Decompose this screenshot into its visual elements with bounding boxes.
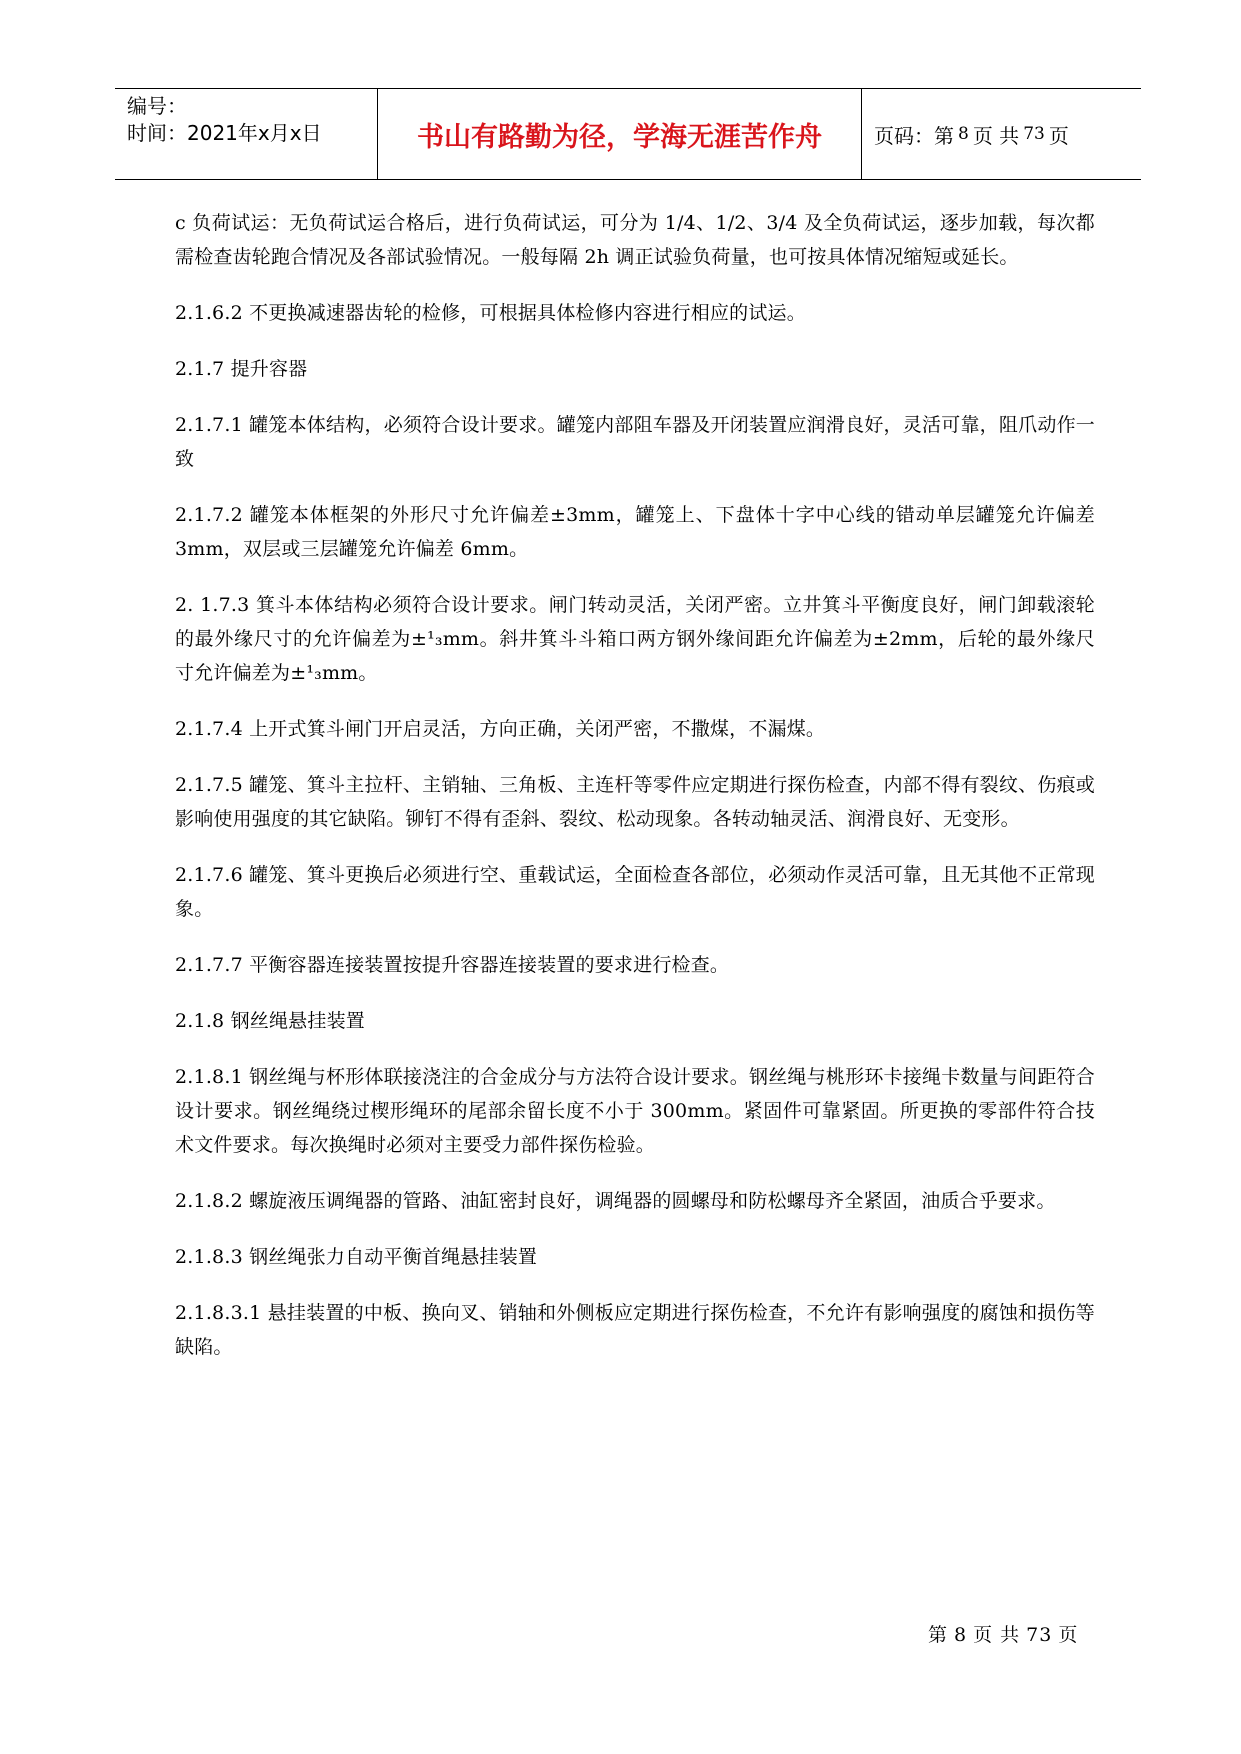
paragraph-2-1-6-2: 2.1.6.2 不更换减速器齿轮的检修，可根据具体检修内容进行相应的试运。 — [175, 302, 806, 324]
paragraph-2-1-7-1: 2.1.7.1 罐笼本体结构，必须符合设计要求。罐笼内部阻车器及开闭装置应润滑良好，灵活可靠，阻爪动作一致 — [175, 414, 1095, 470]
document-number-label: 编号： — [127, 94, 187, 118]
paragraph-2-1-7-4: 2.1.7.4 上开式箕斗闸门开启灵活，方向正确，关闭严密，不撒煤，不漏煤。 — [175, 718, 826, 740]
date-month: x — [257, 121, 270, 145]
page-suffix: 页 — [1048, 123, 1069, 148]
header-meta — [115, 89, 378, 179]
date-day-suffix: 日 — [301, 121, 322, 145]
date-day: x — [289, 121, 302, 145]
page-current: 8 — [958, 124, 969, 144]
footer-current: 8 — [954, 1624, 968, 1646]
page-total: 73 — [1023, 124, 1045, 144]
paragraph-2-1-7-7: 2.1.7.7 平衡容器连接装置按提升容器连接装置的要求进行检查。 — [175, 954, 730, 976]
page-footer — [928, 1620, 1078, 1647]
document-date — [127, 120, 377, 147]
heading-2-1-7: 2.1.7 提升容器 — [175, 358, 308, 380]
document-body — [175, 206, 1095, 1386]
paragraph-2-1-7-2: 2.1.7.2 罐笼本体框架的外形尺寸允许偏差±3mm，罐笼上、下盘体十字中心线的错动单层罐笼允许偏差 3mm，双层或三层罐笼允许偏差 6mm。 — [175, 504, 1095, 560]
footer-suffix: 页 — [1058, 1624, 1079, 1646]
heading-2-1-8-3: 2.1.8.3 钢丝绳张力自动平衡首绳悬挂装置 — [175, 1246, 538, 1268]
paragraph-load-test: c 负荷试运：无负荷试运合格后，进行负荷试运，可分为 1/4、1/2、3/4 及全负荷试运，逐步加载，每次都需检查齿轮跑合情况及各部试验情况。一般每隔 2h 调正试验负荷量，也可按具体情况缩短或延长。 — [175, 212, 1095, 268]
footer-prefix: 第 — [928, 1624, 949, 1646]
date-year-suffix: 年 — [237, 121, 258, 145]
time-label: 时间： — [127, 121, 187, 145]
page-label: 页码：第 — [874, 123, 954, 148]
paragraph-2-1-7-3: 2. 1.7.3 箕斗本体结构必须符合设计要求。闸门转动灵活，关闭严密。立井箕斗平衡度良好，闸门卸载滚轮的最外缘尺寸的允许偏差为±¹₃mm。斜井箕斗斗箱口两方钢外缘间距允许偏差为±2mm，后轮的最外缘尺寸允许偏差为±¹₃mm。 — [175, 594, 1095, 684]
paragraph-2-1-8-3-1: 2.1.8.3.1 悬挂装置的中板、换向叉、销轴和外侧板应定期进行探伤检查，不允许有影响强度的腐蚀和损伤等缺陷。 — [175, 1302, 1095, 1358]
date-month-suffix: 月 — [269, 121, 290, 145]
paragraph-2-1-8-1: 2.1.8.1 钢丝绳与杯形体联接浇注的合金成分与方法符合设计要求。钢丝绳与桃形环卡接绳卡数量与间距符合设计要求。钢丝绳绕过楔形绳环的尾部余留长度不小于 300mm。紧固件可靠紧固。所更换的零部件符合技术文件要求。每次换绳时必须对主要受力部件探伤检验。 — [175, 1066, 1095, 1156]
page-mid: 页 共 — [972, 123, 1020, 148]
heading-2-1-8: 2.1.8 钢丝绳悬挂装置 — [175, 1010, 365, 1032]
header-page-number — [862, 89, 1141, 179]
footer-mid: 页 共 — [973, 1624, 1021, 1646]
date-year: 2021 — [187, 121, 238, 145]
paragraph-2-1-8-2: 2.1.8.2 螺旋液压调绳器的管路、油缸密封良好，调绳器的圆螺母和防松螺母齐全紧固，油质合乎要求。 — [175, 1190, 1056, 1212]
document-header — [115, 88, 1141, 180]
paragraph-2-1-7-6: 2.1.7.6 罐笼、箕斗更换后必须进行空、重载试运，全面检查各部位，必须动作灵活可靠，且无其他不正常现象。 — [175, 864, 1095, 920]
paragraph-2-1-7-5: 2.1.7.5 罐笼、箕斗主拉杆、主销轴、三角板、主连杆等零件应定期进行探伤检查，内部不得有裂纹、伤痕或影响使用强度的其它缺陷。铆钉不得有歪斜、裂纹、松动现象。各转动轴灵活、润滑良好、无变形。 — [175, 774, 1095, 830]
header-motto: 书山有路勤为径，学海无涯苦作舟 — [378, 89, 862, 179]
footer-total: 73 — [1026, 1624, 1053, 1646]
